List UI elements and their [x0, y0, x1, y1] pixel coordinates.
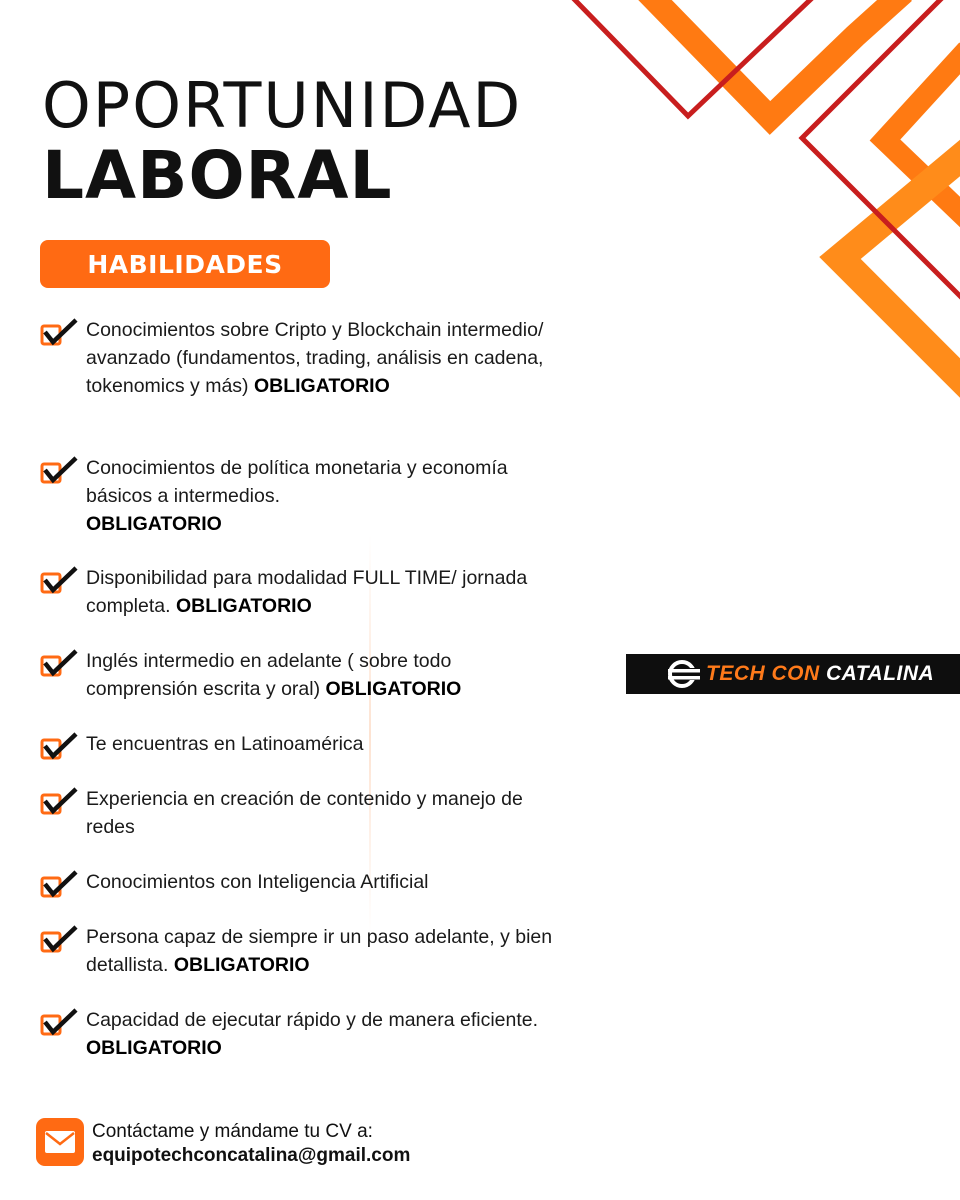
title-line-2: LABORAL: [42, 137, 393, 214]
checkbox-checked-icon: [40, 787, 80, 817]
requirement-text: Disponibilidad para modalidad FULL TIME/ jornada completa.: [86, 567, 528, 617]
brand-name: [706, 662, 934, 686]
checkbox-checked-icon: [40, 456, 80, 486]
mail-icon: [36, 1118, 84, 1166]
checkbox-checked-icon: [40, 732, 80, 762]
brand-part-1: TECH CON: [706, 662, 820, 685]
list-item: [40, 316, 560, 454]
brand-banner: [626, 654, 960, 694]
requirement-text: Conocimientos sobre Cripto y Blockchain intermedio/ avanzado (fundamentos, trading, análisis en cadena, tokenomics y más): [86, 319, 544, 397]
list-item: [40, 454, 560, 564]
list-item: [40, 564, 560, 647]
checkbox-checked-icon: [40, 566, 80, 596]
title-line-1: OPORTUNIDAD: [42, 69, 523, 142]
requirement-text: Capacidad de ejecutar rápido y de manera eficiente.: [86, 1009, 539, 1031]
requirement-text: Inglés intermedio en adelante ( sobre todo comprensión escrita y oral): [86, 650, 452, 700]
requirement-text: Persona capaz de siempre ir un paso adelante, y bien detallista.: [86, 926, 553, 976]
contact-label: Contáctame y mándame tu CV a:: [92, 1121, 373, 1142]
requirement-tag: OBLIGATORIO: [253, 375, 390, 397]
requirements-list: [40, 316, 560, 1066]
list-item: [40, 1006, 560, 1066]
list-item: [40, 647, 560, 730]
brand-part-2: CATALINA: [826, 662, 935, 685]
list-item: [40, 730, 560, 785]
requirement-tag: OBLIGATORIO: [173, 954, 310, 976]
section-badge: HABILIDADES: [40, 240, 330, 288]
requirement-tag: OBLIGATORIO: [325, 678, 462, 700]
list-item: [40, 785, 560, 868]
requirement-text: Conocimientos con Inteligencia Artificial: [86, 871, 429, 893]
checkbox-checked-icon: [40, 318, 80, 348]
contact-email-link[interactable]: equipotechconcatalina@gmail.com: [92, 1145, 411, 1166]
checkbox-checked-icon: [40, 870, 80, 900]
requirement-text: Conocimientos de política monetaria y economía básicos a intermedios.: [86, 457, 508, 507]
requirement-tag: OBLIGATORIO: [86, 1037, 222, 1059]
checkbox-checked-icon: [40, 1008, 80, 1038]
requirement-tag: OBLIGATORIO: [175, 595, 312, 617]
tech-con-catalina-logo-icon: [664, 658, 704, 690]
list-item: [40, 868, 560, 923]
list-item: [40, 923, 560, 1006]
contact-block: [92, 1120, 410, 1168]
requirement-text: Te encuentras en Latinoamérica: [86, 733, 364, 755]
requirement-text: Experiencia en creación de contenido y manejo de redes: [86, 788, 523, 838]
requirement-tag: OBLIGATORIO: [86, 513, 222, 535]
checkbox-checked-icon: [40, 649, 80, 679]
checkbox-checked-icon: [40, 925, 80, 955]
